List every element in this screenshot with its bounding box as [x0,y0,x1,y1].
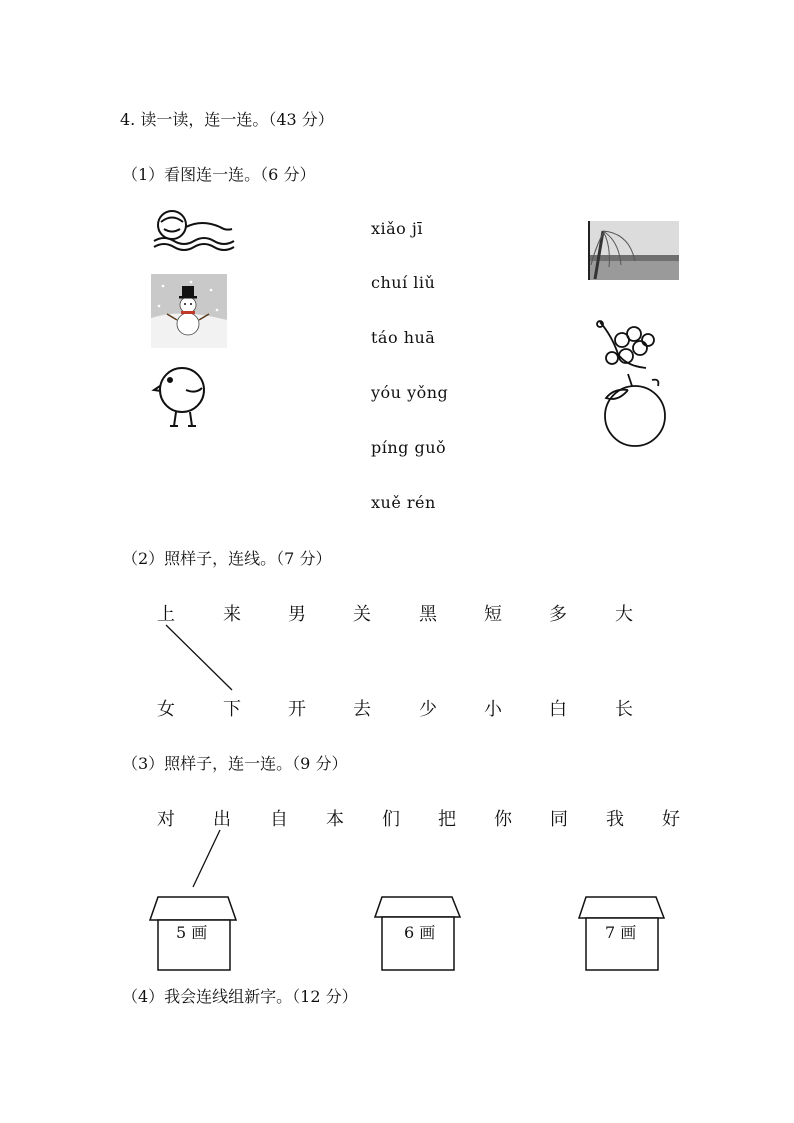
stroke-char: 出 [213,809,231,830]
stroke-char: 我 [606,809,624,830]
pinyin-xiao-ji: xiǎo jī [371,219,423,238]
exercise-title: 4. 读一读，连一连。（43 分） [120,110,334,129]
part4-heading: （4）我会连线组新字。（12 分） [122,987,358,1006]
example-line-2 [166,625,232,690]
top-char: 多 [549,604,567,625]
stroke-char: 把 [438,809,456,830]
top-char: 男 [288,604,306,625]
top-char: 关 [353,604,371,625]
part3-heading: （3）照样子，连一连。（9 分） [122,754,348,773]
pinyin-chui-liu: chuí liǔ [371,273,436,292]
top-char: 上 [157,604,175,625]
pinyin-tao-hua: táo huā [371,328,436,347]
stroke-char: 本 [326,809,344,830]
bottom-char: 白 [549,699,567,720]
pinyin-you-yong: yóu yǒng [371,383,449,402]
house-label-6: 6 画 [404,923,436,942]
house-label-7: 7 画 [605,923,637,942]
bottom-char: 开 [288,699,306,720]
bottom-char: 少 [419,699,437,720]
example-line-3 [193,830,220,887]
part1-heading: （1）看图连一连。（6 分） [122,165,316,184]
top-char: 大 [615,604,633,625]
stroke-char: 同 [550,809,568,830]
top-char: 黑 [419,604,437,625]
stroke-char: 你 [494,809,512,830]
top-char: 来 [223,604,241,625]
stroke-char: 好 [662,809,680,830]
bottom-char: 下 [223,699,241,720]
part2-heading: （2）照样子，连线。（7 分） [122,549,332,568]
stroke-char: 们 [382,809,400,830]
bottom-char: 女 [157,699,175,720]
bottom-char: 长 [615,699,633,720]
bottom-char: 去 [353,699,371,720]
stroke-char: 自 [270,809,288,830]
house-label-5: 5 画 [176,923,208,942]
pinyin-ping-guo: píng guǒ [371,438,447,457]
top-char: 短 [484,604,502,625]
pinyin-xue-ren: xuě rén [371,493,436,512]
bottom-char: 小 [484,699,502,720]
stroke-char: 对 [157,809,175,830]
